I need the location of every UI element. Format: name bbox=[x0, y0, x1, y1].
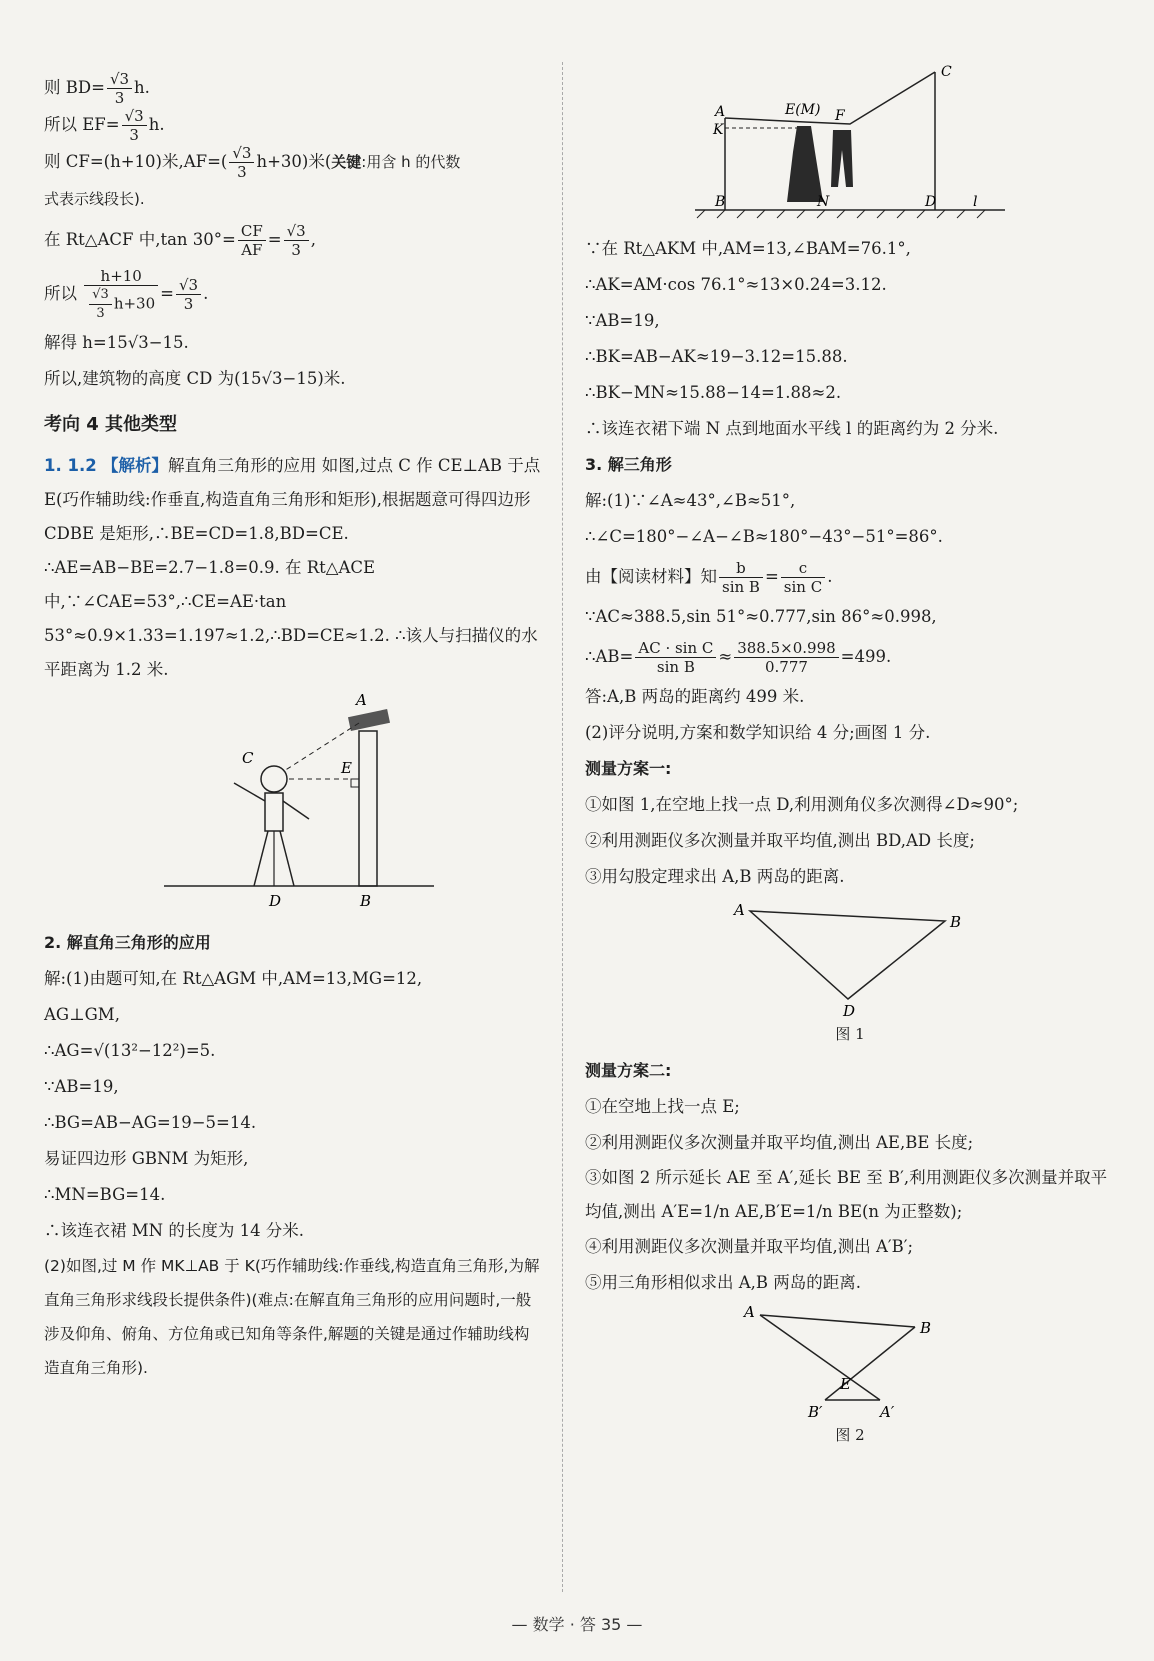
building-height: 所以,建筑物的高度 CD 为(15√3−15)米. bbox=[44, 369, 346, 388]
q3-line-5: ∴AB= $\frac{\text{AC · sin C}}{\text{sin B}}$ ≈ $\frac{388.5\times 0.998}{0.777}$ =499. bbox=[585, 639, 892, 676]
scanner-figure bbox=[144, 691, 444, 921]
r-line-6: ∴该连衣裙下端 N 点到地面水平线 l 的距离约为 2 分米. bbox=[585, 419, 999, 438]
equation-tan30: 在 Rt△ACF 中,tan 30°= $\frac{CF}{AF}$ = $\frac{√3}{3}$ , bbox=[44, 222, 316, 259]
plan-1-step-2: ②利用测距仪多次测量并取平均值,测出 BD,AD 长度; bbox=[585, 831, 975, 850]
fig-label-c: C bbox=[242, 749, 254, 767]
equation-cf-af: 则 CF=(h+10)米,AF=( $\frac{√3}{3}$ h+30)米(关键:用含 h 的代数 bbox=[44, 144, 461, 181]
q2-line-1: 解:(1)由题可知,在 Rt△AGM 中,AM=13,MG=12, bbox=[44, 969, 423, 988]
equation-ef: 所以 EF= $\frac{√3}{3}$ h. bbox=[44, 107, 165, 144]
dress-fig-label-a: A bbox=[715, 104, 726, 120]
r-line-4: ∴BK=AB−AK≈19−3.12=15.88. bbox=[585, 347, 848, 366]
fig-label-d: D bbox=[269, 892, 282, 910]
q2-line-2: AG⊥GM, bbox=[44, 1005, 120, 1024]
plan-2-step-2: ②利用测距仪多次测量并取平均值,测出 AE,BE 长度; bbox=[585, 1133, 974, 1152]
q3-line-3: 由【阅读材料】知 $\frac{b}{\text{sin B}}$ = $\frac{c}{\text{sin C}}$ . bbox=[585, 559, 833, 596]
left-column bbox=[44, 70, 544, 1385]
r-line-3: ∵AB=19, bbox=[585, 311, 660, 330]
key-note-cont: 式表示线段长). bbox=[44, 190, 145, 208]
fig-label-a: A bbox=[356, 691, 367, 709]
plan-1-step-1: ①如图 1,在空地上找一点 D,利用测角仪多次测得∠D≈90°; bbox=[585, 795, 1019, 814]
q1-number: 1. 1.2 bbox=[44, 456, 97, 475]
fig2-label-e: E bbox=[840, 1375, 851, 1393]
r-line-5: ∴BK−MN≈15.88−14=1.88≈2. bbox=[585, 383, 842, 402]
q1-tag: 【解析】 bbox=[101, 456, 168, 475]
dress-fig-label-f: F bbox=[835, 108, 845, 124]
fig2-label-a: A bbox=[744, 1305, 755, 1321]
fig1-label-d: D bbox=[843, 1002, 856, 1019]
q2-line-3: ∴AG=√(13²−12²)=5. bbox=[44, 1041, 216, 1060]
r-line-1: ∵在 Rt△AKM 中,AM=13,∠BAM=76.1°, bbox=[585, 239, 911, 258]
fig1-label-a: A bbox=[734, 901, 745, 919]
q2-line-5: ∴BG=AB−AG=19−5=14. bbox=[44, 1113, 257, 1132]
q2-line-8: ∴该连衣裙 MN 的长度为 14 分米. bbox=[44, 1221, 305, 1240]
equation-ratio: 所以 h+10 $\frac{√3}{3}$ h+30 = $\frac{√3}{3}$ . bbox=[44, 266, 209, 321]
plan-1-title: 测量方案一: bbox=[585, 759, 672, 778]
key-note: :用含 h 的代数 bbox=[361, 153, 461, 171]
q3-line-4: ∵AC≈388.5,sin 51°≈0.777,sin 86°≈0.998, bbox=[585, 607, 937, 626]
dress-fig-label-l: l bbox=[973, 194, 978, 210]
plan-1-step-3: ③用勾股定理求出 A,B 两岛的距离. bbox=[585, 867, 845, 886]
q3-line-2: ∴∠C=180°−∠A−∠B≈180°−43°−51°=86°. bbox=[585, 527, 943, 546]
fig-label-e: E bbox=[341, 759, 352, 777]
plan-2-step-4: ④利用测距仪多次测量并取平均值,测出 A′B′; bbox=[585, 1237, 914, 1256]
plan-2-step-5: ⑤用三角形相似求出 A,B 两岛的距离. bbox=[585, 1273, 862, 1292]
fig2-label-bprime: B′ bbox=[808, 1403, 823, 1420]
q3-line-6: 答:A,B 两岛的距离约 499 米. bbox=[585, 687, 805, 706]
dress-fig-label-em: E(M) bbox=[785, 102, 821, 118]
fig1-label-b: B bbox=[950, 913, 962, 931]
dress-fig-label-b: B bbox=[715, 194, 726, 210]
q1-solution bbox=[44, 449, 544, 687]
dress-fig-label-d: D bbox=[925, 194, 937, 210]
solve-h: 解得 h=15√3−15. bbox=[44, 333, 189, 352]
figure-2-caption: 图 2 bbox=[835, 1426, 865, 1444]
right-column bbox=[585, 58, 1115, 1446]
q2-line-4: ∵AB=19, bbox=[44, 1077, 119, 1096]
q3-title: 3. 解三角形 bbox=[585, 455, 672, 474]
figure-2 bbox=[730, 1305, 970, 1420]
q2-line-9: (2)如图,过 M 作 MK⊥AB 于 K(巧作辅助线:作垂线,构造直角三角形,为解直角三角形求线段长提供条件)(难点:在解直角三角形的应用问题时,一般涉及仰角、俯角、方位角或已知角等条件,解题的关键是通过作辅助线构造直角三角形). bbox=[44, 1257, 540, 1377]
column-divider bbox=[562, 62, 563, 1592]
q1-text: 解直角三角形的应用 如图,过点 C 作 CE⊥AB 于点 E(巧作辅助线:作垂直,构造直角三角形和矩形),根据题意可得四边形 CDBE 是矩形,∴BE=CD=1.8,BD=CE. ∴AE=AB−BE=2.7−1.8=0.9. 在 Rt△ACE 中,∵∠CAE=53°,∴CE=AE·tan 53°≈0.9×1.33=1.197≈1.2,∴BD=CE≈1.2. ∴该人与扫描仪的水平距离为 1.2 米. bbox=[44, 456, 541, 679]
plan-2-title: 测量方案二: bbox=[585, 1061, 672, 1080]
plan-2-step-3: ③如图 2 所示延长 AE 至 A′,延长 BE 至 B′,利用测距仪多次测量并取平均值,测出 A′E=1/n AE,B′E=1/n BE(n 为正整数); bbox=[585, 1168, 1108, 1221]
q2-line-7: ∴MN=BG=14. bbox=[44, 1185, 166, 1204]
fig2-label-aprime: A′ bbox=[880, 1403, 895, 1420]
dress-fig-label-n: N bbox=[817, 194, 830, 210]
figure-1 bbox=[720, 899, 980, 1019]
q2-line-6: 易证四边形 GBNM 为矩形, bbox=[44, 1149, 249, 1168]
key-label: 关键 bbox=[331, 153, 362, 171]
q2-title: 2. 解直角三角形的应用 bbox=[44, 933, 211, 952]
page-footer: — 数学 · 答 35 — bbox=[511, 1615, 643, 1634]
fig2-label-b: B bbox=[920, 1319, 932, 1337]
equation-bd: 则 BD= $\frac{√3}{3}$ h. bbox=[44, 70, 150, 107]
figure-1-caption: 图 1 bbox=[835, 1025, 865, 1043]
q3-line-7: (2)评分说明,方案和数学知识给 4 分;画图 1 分. bbox=[585, 723, 931, 742]
dress-fig-label-c: C bbox=[941, 64, 952, 80]
dress-fig-label-k: K bbox=[713, 122, 724, 138]
section-4-title: 考向 4 其他类型 bbox=[44, 414, 178, 435]
q3-line-1: 解:(1)∵∠A≈43°,∠B≈51°, bbox=[585, 491, 796, 510]
dress-figure bbox=[685, 62, 1015, 227]
r-line-2: ∴AK=AM·cos 76.1°≈13×0.24=3.12. bbox=[585, 275, 887, 294]
fig-label-b: B bbox=[360, 892, 372, 910]
plan-2-step-1: ①在空地上找一点 E; bbox=[585, 1097, 740, 1116]
